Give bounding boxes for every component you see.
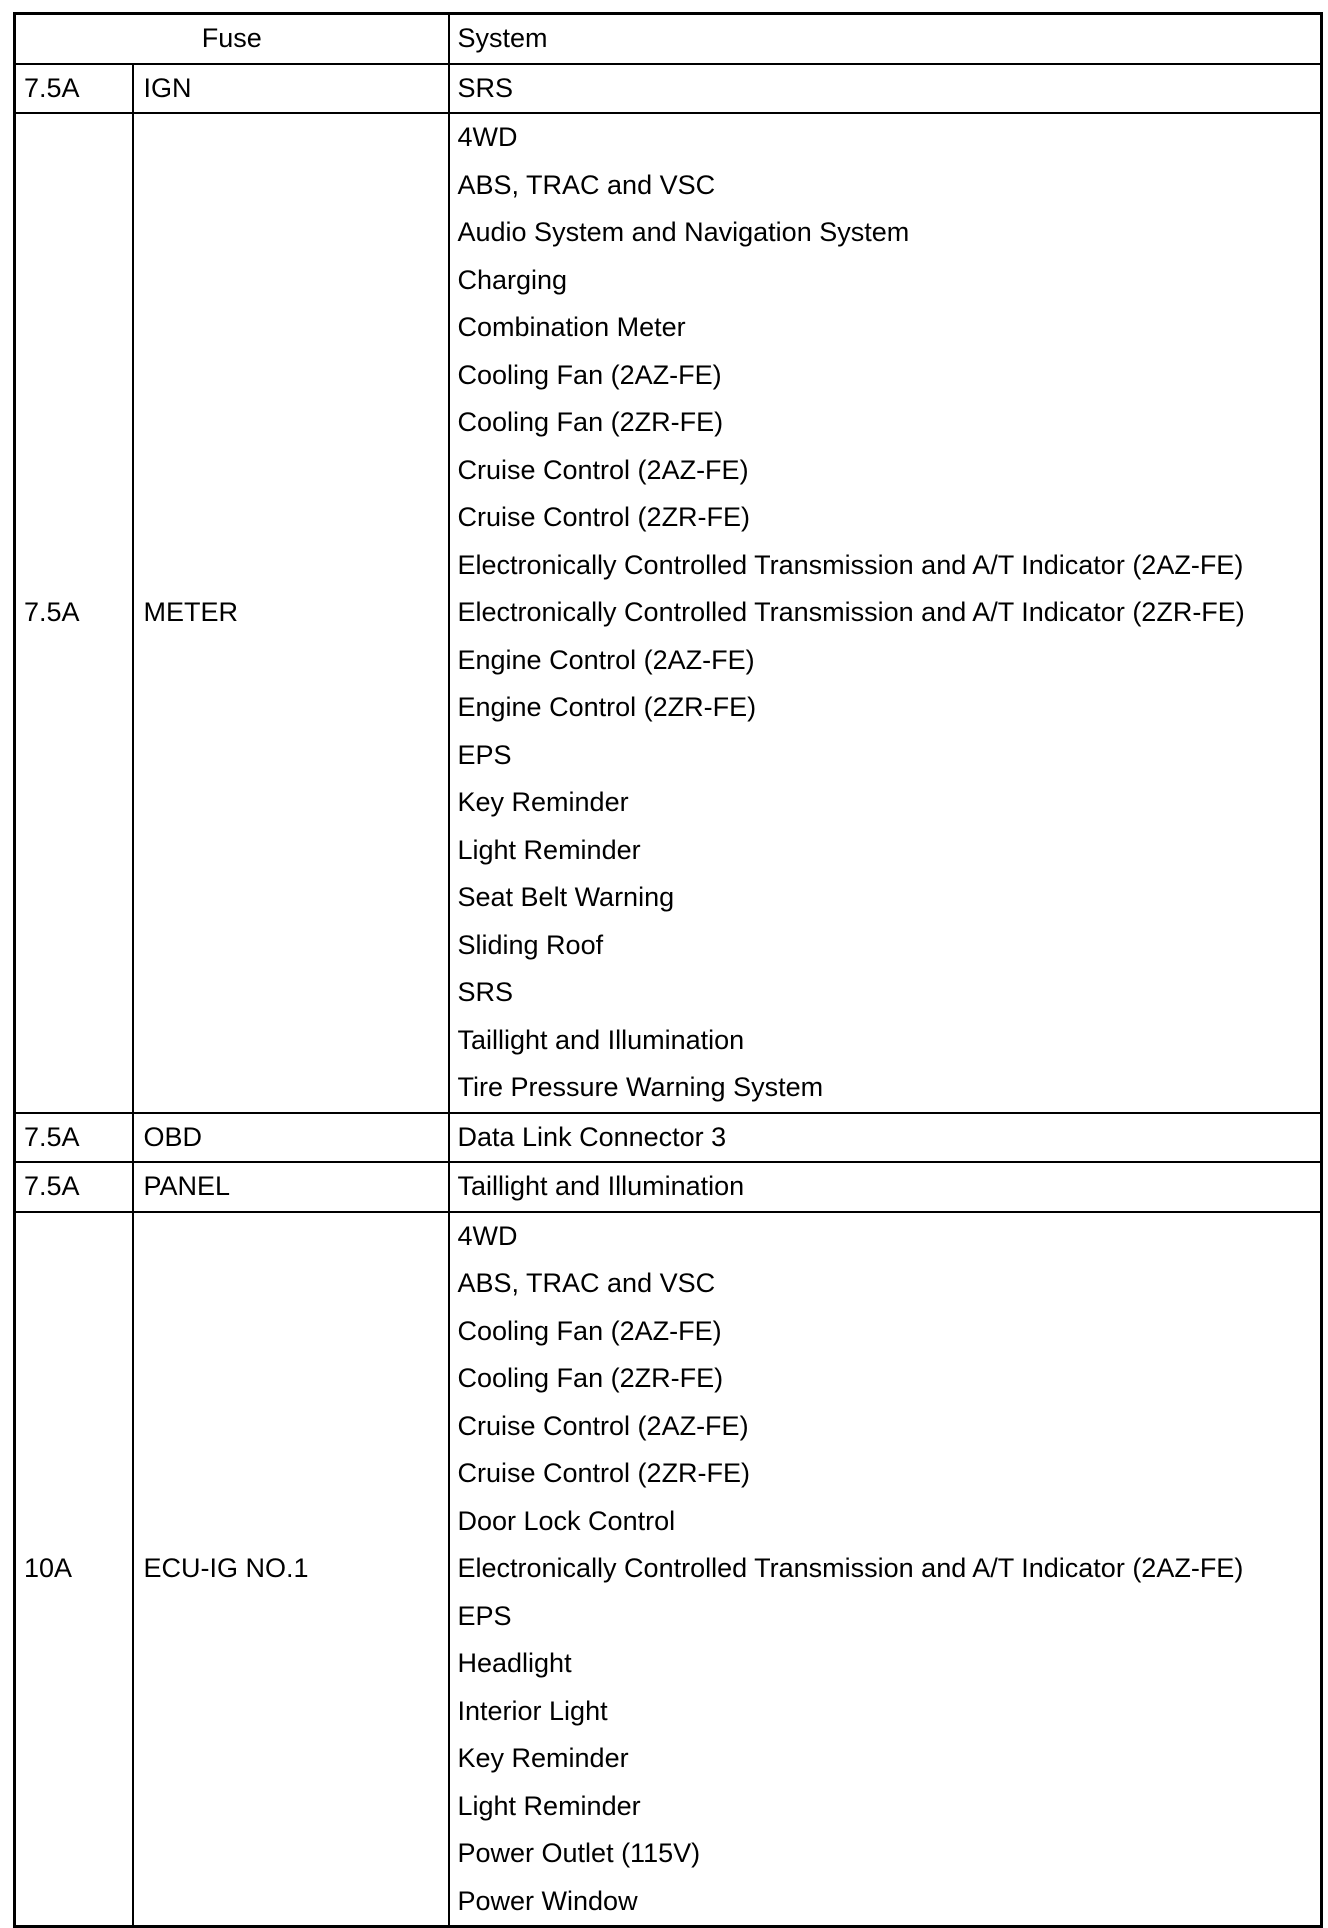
system-item: 4WD	[457, 1220, 518, 1251]
fuse-name: ECU-IG NO.1	[133, 1212, 449, 1927]
fuse-amperage: 7.5A	[15, 64, 133, 114]
fuse-system-table	[13, 12, 1323, 1928]
system-list	[449, 1212, 1322, 1927]
system-item: Cooling Fan (2ZR-FE)	[457, 1363, 724, 1393]
fuse-row	[15, 1162, 1322, 1212]
system-item: Key Reminder	[457, 1743, 629, 1773]
system-item: Cruise Control (2ZR-FE)	[457, 1458, 751, 1488]
system-item: Electronically Controlled Transmission and A/T Indicator (2ZR-FE)	[457, 597, 1245, 627]
system-item: ABS, TRAC and VSC	[457, 169, 716, 200]
system-item: Power Window	[457, 1885, 638, 1916]
table-body	[15, 64, 1322, 1927]
system-item: Cooling Fan (2ZR-FE)	[457, 407, 724, 437]
system-item: SRS	[457, 72, 514, 103]
header-fuse: Fuse	[15, 14, 449, 64]
system-item: Engine Control (2AZ-FE)	[457, 644, 755, 675]
system-item: Cooling Fan (2AZ-FE)	[457, 1315, 722, 1346]
system-item: Seat Belt Warning	[457, 882, 675, 912]
system-item: Key Reminder	[457, 787, 629, 817]
fuse-amperage: 7.5A	[15, 113, 133, 1113]
fuse-name: PANEL	[133, 1162, 449, 1212]
system-item: Charging	[457, 264, 568, 295]
fuse-row	[15, 1113, 1322, 1163]
fuse-row	[15, 1212, 1322, 1927]
system-list	[449, 1162, 1322, 1212]
system-item: Data Link Connector 3	[457, 1121, 727, 1152]
system-item: EPS	[457, 739, 512, 770]
fuse-name: METER	[133, 113, 449, 1113]
system-item: Cruise Control (2ZR-FE)	[457, 502, 751, 532]
system-item: ABS, TRAC and VSC	[457, 1268, 716, 1298]
system-item: Engine Control (2ZR-FE)	[457, 692, 757, 722]
fuse-name: IGN	[133, 64, 449, 114]
system-item: EPS	[457, 1600, 512, 1631]
system-item: Headlight	[457, 1648, 572, 1678]
header-system: System	[449, 14, 1322, 64]
fuse-amperage: 7.5A	[15, 1162, 133, 1212]
system-item: SRS	[457, 977, 514, 1007]
fuse-amperage: 7.5A	[15, 1113, 133, 1163]
system-item: Door Lock Control	[457, 1505, 676, 1536]
system-list	[449, 64, 1322, 114]
system-item: Electronically Controlled Transmission and A/T Indicator (2AZ-FE)	[457, 549, 1244, 580]
fuse-row	[15, 113, 1322, 1113]
header-row	[15, 14, 1322, 64]
system-item: Cooling Fan (2AZ-FE)	[457, 359, 722, 390]
system-item: Taillight and Illumination	[457, 1171, 745, 1201]
system-item: Light Reminder	[457, 1790, 641, 1821]
system-item: Interior Light	[457, 1695, 608, 1726]
system-item: Sliding Roof	[457, 929, 604, 960]
system-item: Combination Meter	[457, 312, 686, 342]
system-item: Taillight and Illumination	[457, 1024, 745, 1055]
system-list	[449, 113, 1322, 1113]
system-item: Tire Pressure Warning System	[457, 1072, 824, 1102]
system-item: 4WD	[457, 122, 518, 152]
fuse-amperage: 10A	[15, 1212, 133, 1927]
system-item: Power Outlet (115V)	[457, 1838, 701, 1868]
system-list	[449, 1113, 1322, 1163]
fuse-row	[15, 64, 1322, 114]
system-item: Audio System and Navigation System	[457, 217, 910, 247]
system-item: Cruise Control (2AZ-FE)	[457, 1410, 749, 1441]
system-item: Electronically Controlled Transmission and A/T Indicator (2AZ-FE)	[457, 1553, 1244, 1583]
system-item: Cruise Control (2AZ-FE)	[457, 454, 749, 485]
fuse-name: OBD	[133, 1113, 449, 1163]
system-item: Light Reminder	[457, 834, 641, 865]
